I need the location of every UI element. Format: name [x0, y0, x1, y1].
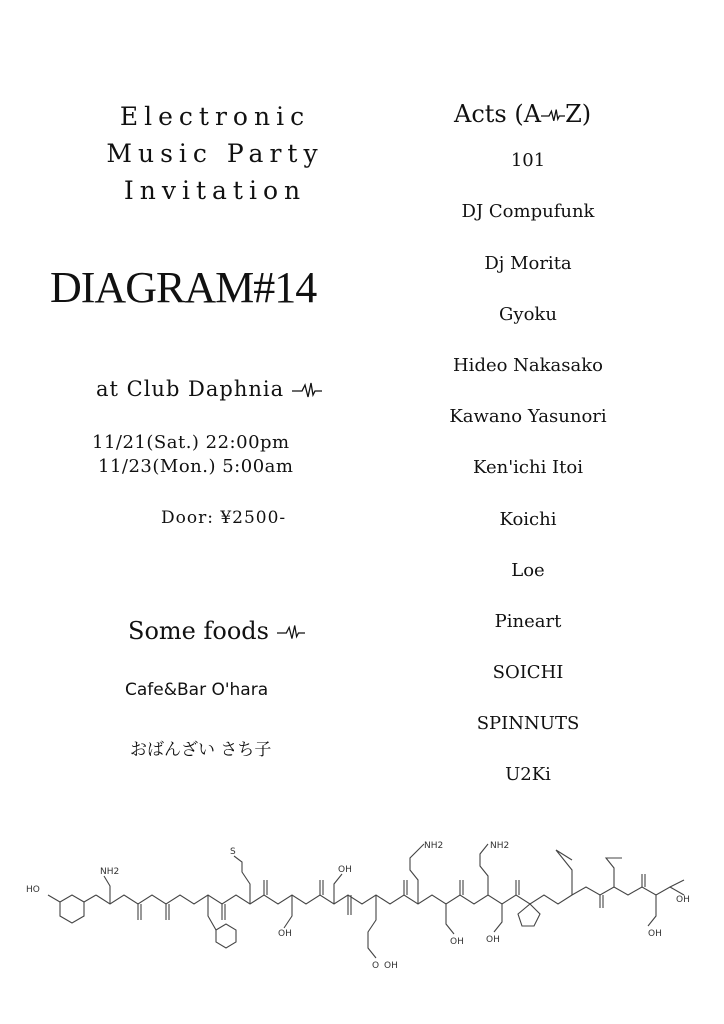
molecule-illustration [20, 840, 700, 980]
event-title: DIAGRAM#14 [50, 263, 317, 312]
act-item: Kawano Yasunori [449, 406, 607, 427]
molecule-label: NH2 [490, 841, 510, 851]
date-start: 11/21(Sat.) 22:00pm [92, 432, 290, 453]
act-item: SPINNUTS [476, 713, 580, 734]
molecule-label: OH [278, 929, 292, 939]
molecule-label: OH [450, 937, 464, 947]
act-item: Dj Morita [484, 253, 572, 274]
molecule-label: S [230, 847, 236, 857]
acts-title-suffix: Z) [565, 100, 592, 128]
molecule-label: OH [486, 935, 500, 945]
act-item: Loe [511, 560, 545, 581]
date-end: 11/23(Mon.) 5:00am [98, 456, 294, 477]
pulse-icon [277, 623, 305, 643]
foods-title-line [128, 617, 305, 645]
molecule-label: NH2 [100, 867, 120, 877]
invitation-line-3: Invitation [123, 176, 307, 205]
molecule-label: HO [26, 885, 40, 895]
venue-text: at Club Daphnia [96, 377, 285, 401]
molecule-label: OH [384, 961, 398, 971]
act-item: DJ Compufunk [461, 201, 595, 222]
acts-title-prefix: Acts (A [454, 100, 542, 128]
date-range [92, 431, 293, 479]
act-item: Koichi [499, 509, 557, 530]
food-item: おばんざい さち子 [130, 740, 272, 760]
foods-title: Some foods [128, 617, 269, 645]
act-item: SOICHI [492, 662, 564, 683]
act-item: Hideo Nakasako [452, 355, 604, 376]
invitation-line-2: Music Party [106, 139, 324, 168]
molecule-label: OH [338, 865, 352, 875]
act-item: 101 [510, 150, 546, 171]
pulse-icon [541, 106, 565, 126]
venue-line [96, 377, 322, 401]
molecule-label: OH [676, 895, 690, 905]
act-item: Gyoku [499, 304, 557, 325]
invitation-heading [100, 98, 330, 209]
act-item: U2Ki [505, 764, 551, 785]
food-item: Cafe&Bar O'hara [125, 680, 269, 700]
act-item: Pineart [494, 611, 562, 632]
molecule-label: O [372, 961, 380, 971]
molecule-label: NH2 [424, 841, 444, 851]
pulse-icon [292, 381, 322, 401]
act-item: Ken'ichi Itoi [472, 457, 583, 478]
molecule-label: OH [648, 929, 662, 939]
door-price: Door: ¥2500- [161, 508, 287, 528]
invitation-line-1: Electronic [119, 102, 311, 131]
acts-title [454, 100, 591, 128]
